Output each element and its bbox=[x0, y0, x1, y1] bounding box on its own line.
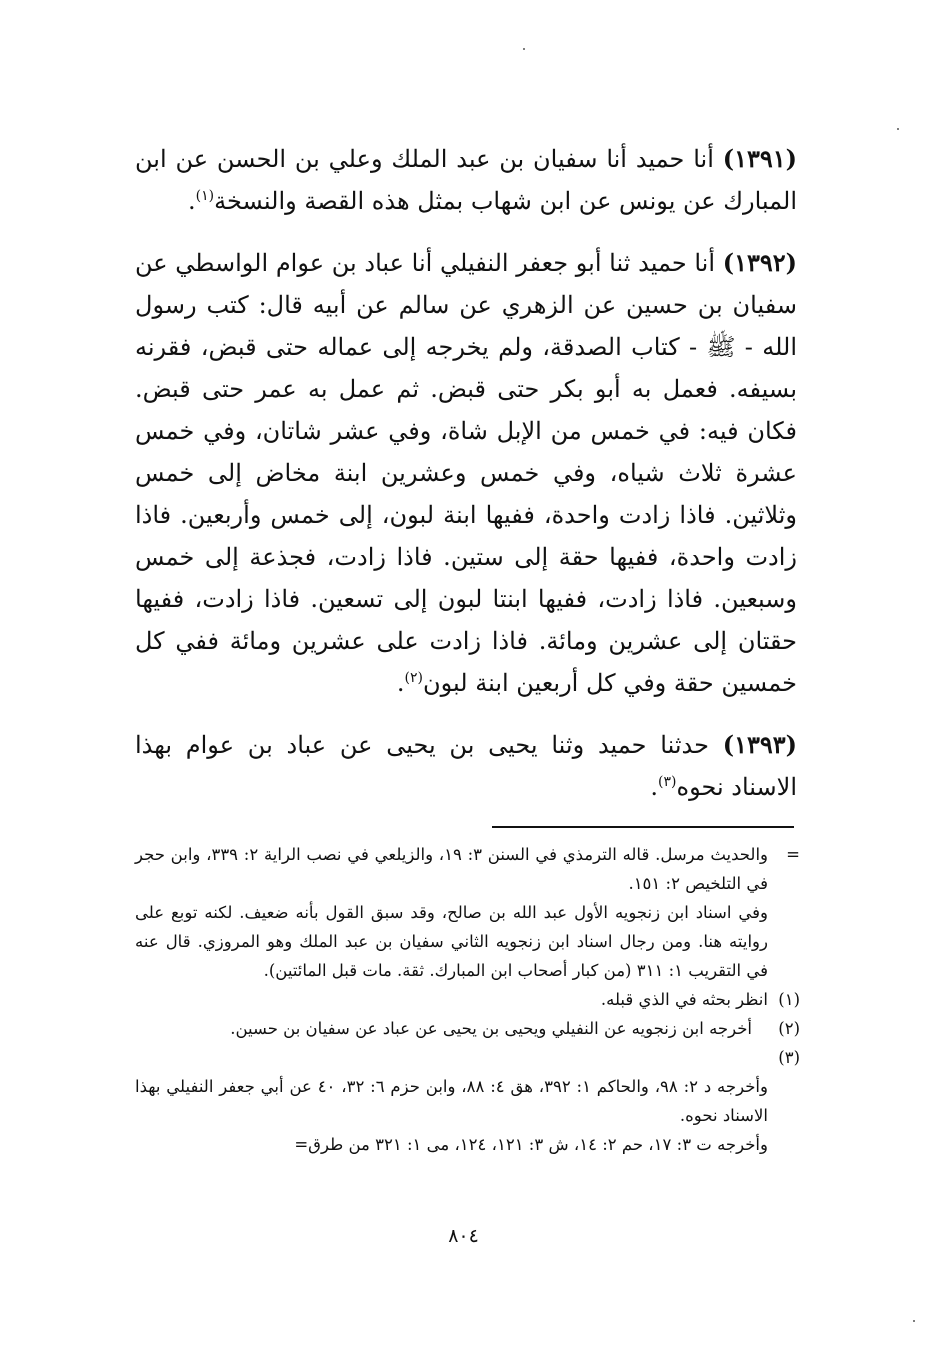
footnote-mark: (١) bbox=[778, 990, 800, 1009]
footnote-ref: (٢) bbox=[404, 670, 424, 686]
footnote-text: وأخرجه ت ٣: ١٧، حم ٢: ١٤، ش ٣: ١٢١، ١٢٤، مى ١: ٣٢١ من طرق= bbox=[294, 1135, 768, 1154]
hadith-1393: (١٣٩٣) حدثنا حميد وثنا يحيى بن يحيى عن عباد بن عوام بهذا الاسناد نحوه$^{(٣)}$. bbox=[135, 730, 797, 801]
footnote-text: والحديث مرسل. قاله الترمذي في السنن ٣: ١٩، والزيلعي في نصب الراية ٢: ٣٣٩، وابن حجر في التلخيص ٢: ١٥١. bbox=[135, 845, 769, 893]
hadith-text: حدثنا حميد وثنا يحيى بن يحيى عن عباد بن عوام بهذا الاسناد نحوه bbox=[135, 731, 797, 801]
footnote-1 bbox=[135, 985, 800, 1014]
hadith-number: (١٣٩٣) bbox=[722, 730, 797, 759]
footnote-mark: (٢) (٣) bbox=[778, 1019, 800, 1067]
footnote-text: أخرجه ابن زنجويه عن النفيلي ويحيى بن يحيى عن عباد عن سفيان بن حسين. bbox=[230, 1019, 752, 1038]
hadith-number: (١٣٩١) bbox=[722, 144, 797, 173]
footnote-continuation bbox=[135, 840, 800, 898]
scan-speck bbox=[913, 1320, 915, 1322]
footnote-text: وفي اسناد ابن زنجويه الأول عبد الله بن صالح، وقد سبق القول بأنه ضعيف. لكنه توبع على روايته هنا. ومن رجال اسناد ابن زنجويه الثاني سفيان بن عبد الملك وهو المروزي. قال عنه في التقريب ١: ٣١١ (من كبار أصحاب ابن المبارك. ثقة. مات قبل المائتين). bbox=[135, 903, 768, 980]
hadith-text: أنا حميد أنا سفيان بن عبد الملك وعلي بن الحسن عن ابن المبارك عن يونس عن ابن شهاب بمثل هذه القصة والنسخة bbox=[135, 145, 797, 215]
footnote-ref: (١) bbox=[195, 188, 215, 204]
continuation-mark: = bbox=[786, 845, 800, 864]
footnote-ref: (٣) bbox=[658, 774, 677, 790]
footnote-2-3 bbox=[135, 1014, 800, 1072]
hadith-1391: (١٣٩١) أنا حميد أنا سفيان بن عبد الملك وعلي بن الحسن عن ابن المبارك عن يونس عن ابن شهاب بمثل هذه القصة والنسخة$^{(١)}$. bbox=[135, 144, 797, 215]
footnote-text: انظر بحثه في الذي قبله. bbox=[600, 990, 768, 1009]
footnote-text: وأخرجه د ٢: ٩٨، والحاكم ١: ٣٩٢، هق ٤: ٨٨، وابن حزم ٦: ٣٢، ٤٠ عن أبي جعفر النفيلي بهذا الاسناد نحوه. bbox=[135, 1077, 768, 1125]
page-number: ٨٠٤ bbox=[448, 1225, 479, 1247]
hadith-1392: (١٣٩٢) أنا حميد ثنا أبو جعفر النفيلي أنا عباد بن عوام الواسطي عن سفيان بن حسين عن الزهري عن سالم عن أبيه قال: كتب رسول الله - ﷺ - كتاب الصدقة، ولم يخرجه إلى عماله حتى قبض، فقرنه بسيفه. فعمل به أبو بكر حتى قبض. ثم عمل به عمر حتى قبض. فكان فيه: في خمس من الإبل شاة، وفي عشر شاتان، وفي خمس عشرة ثلاث شياه، وفي خمس وعشرين ابنة مخاض إلى خمس وثلاثين. فاذا زادت واحدة، ففيها ابنة لبون، إلى خمس وأربعين. فاذا زادت واحدة، ففيها حقة إلى ستين. فاذا زادت، فجذعة إلى خمس وسبعين. فاذا زادت، ففيها ابنتا لبون إلى تسعين. فاذا زادت، ففيها حقتان إلى عشرين ومائة. فاذا زادت على عشرين ومائة ففي كل خمسين حقة وفي كل أربعين ابنة لبون$^{(٢)}$. bbox=[135, 248, 797, 697]
hadith-number: (١٣٩٢) bbox=[722, 248, 797, 277]
hadith-text: أنا حميد ثنا أبو جعفر النفيلي أنا عباد بن عوام الواسطي عن سفيان بن حسين عن الزهري عن سالم عن أبيه قال: كتب رسول الله - ﷺ - كتاب الصدقة، ولم يخرجه إلى عماله حتى قبض، فقرنه بسيفه. فعمل به أبو بكر حتى قبض. ثم عمل به عمر حتى قبض. فكان فيه: في خمس من الإبل شاة، وفي عشر شاتان، وفي خمس عشرة ثلاث شياه، وفي خمس وعشرين ابنة مخاض إلى خمس وثلاثين. فاذا زادت واحدة، ففيها ابنة لبون، إلى خمس وأربعين. فاذا زادت واحدة، ففيها حقة إلى ستين. فاذا زادت، فجذعة إلى خمس وسبعين. فاذا زادت، ففيها ابنتا لبون إلى تسعين. فاذا زادت، ففيها حقتان إلى عشرين ومائة. فاذا زادت على عشرين ومائة ففي كل خمسين حقة وفي كل أربعين ابنة لبون bbox=[135, 249, 797, 697]
footnote-separator bbox=[492, 826, 794, 828]
scan-speck bbox=[523, 48, 525, 50]
scan-speck bbox=[897, 128, 899, 130]
main-text bbox=[135, 138, 797, 828]
footnotes bbox=[135, 840, 800, 1159]
